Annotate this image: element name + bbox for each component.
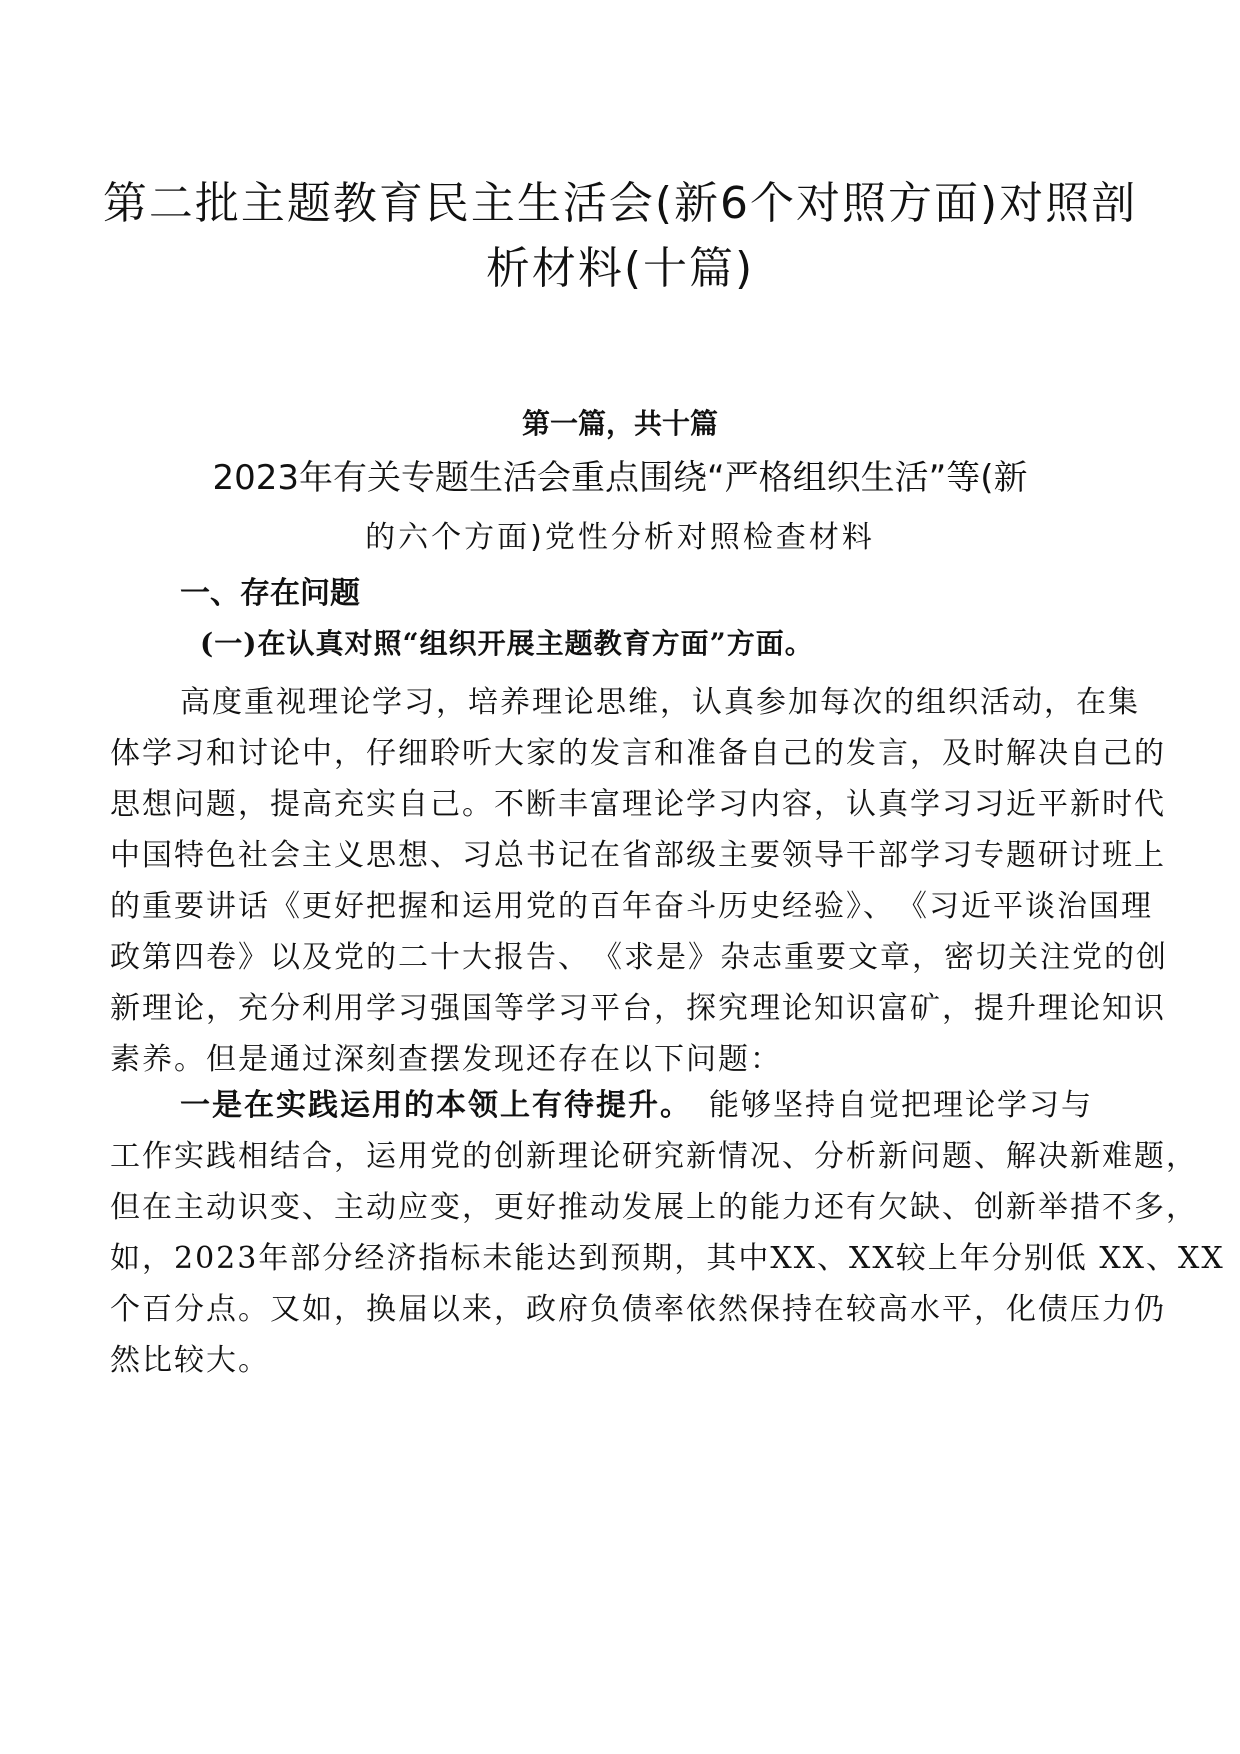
paragraph-line: 的重要讲话《更好把握和运用党的百年奋斗历史经验》、 《习近平谈治国理 — [110, 889, 1153, 924]
paragraph-line: 素养。但是通过深刻查摆发现还存在以下问题： — [110, 1042, 782, 1077]
subtitle-line-1: 2023年有关专题生活会重点围绕“严格组织生活”等(新 — [212, 458, 1028, 498]
paragraph-line: 工作实践相结合，运用党的创新理论研究新情况、分析新问题、解决新难题， — [110, 1139, 1198, 1174]
subsection-heading: (一)在认真对照“组织开展主题教育方面”方面。 — [200, 627, 814, 660]
section-heading: 一、存在问题 — [180, 576, 360, 611]
paragraph-line: 政第四卷》以及党的二十大报告、 《求是》杂志重要文章，密切关注党的创 — [110, 940, 1168, 975]
paragraph-line: 高度重视理论学习，培养理论思维，认真参加每次的组织活动，在集 — [180, 685, 1140, 720]
paragraph-first-line — [110, 1080, 1150, 1131]
paragraph-lead-rest: 能够坚持自觉把理论学习与 — [677, 1088, 1093, 1123]
paragraph-line: 中国特色社会主义思想、习总书记在省部级主要领导干部学习专题研讨班上 — [110, 838, 1166, 873]
paragraph-1 — [110, 677, 1168, 1085]
paragraph-line: 新理论，充分利用学习强国等学习平台，探究理论知识富矿，提升理论知识 — [110, 991, 1166, 1026]
subtitle-line-2: 的六个方面)党性分析对照检查材料 — [365, 520, 875, 555]
part-label: 第一篇，共十篇 — [521, 407, 718, 440]
paragraph-lead-phrase: 一是在实践运用的本领上有待提升。 — [180, 1088, 677, 1123]
document-title-line-2: 析材料(十篇) — [485, 243, 755, 294]
paragraph-line: 然比较大。 — [110, 1343, 270, 1378]
paragraph-line: 但在主动识变、主动应变，更好推动发展上的能力还有欠缺、创新举措不多， — [110, 1190, 1198, 1225]
paragraph-2 — [110, 1080, 1225, 1386]
document-title-line-1: 第二批主题教育民主生活会(新6个对照方面)对照剖 — [102, 178, 1138, 229]
paragraph-line: 个百分点。又如，换届以来，政府负债率依然保持在较高水平，化债压力仍 — [110, 1292, 1166, 1327]
paragraph-line: 体学习和讨论中，仔细聆听大家的发言和准备自己的发言，及时解决自己的 — [110, 736, 1166, 771]
paragraph-line: 思想问题，提高充实自己。不断丰富理论学习内容，认真学习习近平新时代 — [110, 787, 1166, 822]
paragraph-line: 如，2023年部分经济指标未能达到预期，其中XX、XX较上年分别低 XX、XX — [110, 1241, 1225, 1276]
